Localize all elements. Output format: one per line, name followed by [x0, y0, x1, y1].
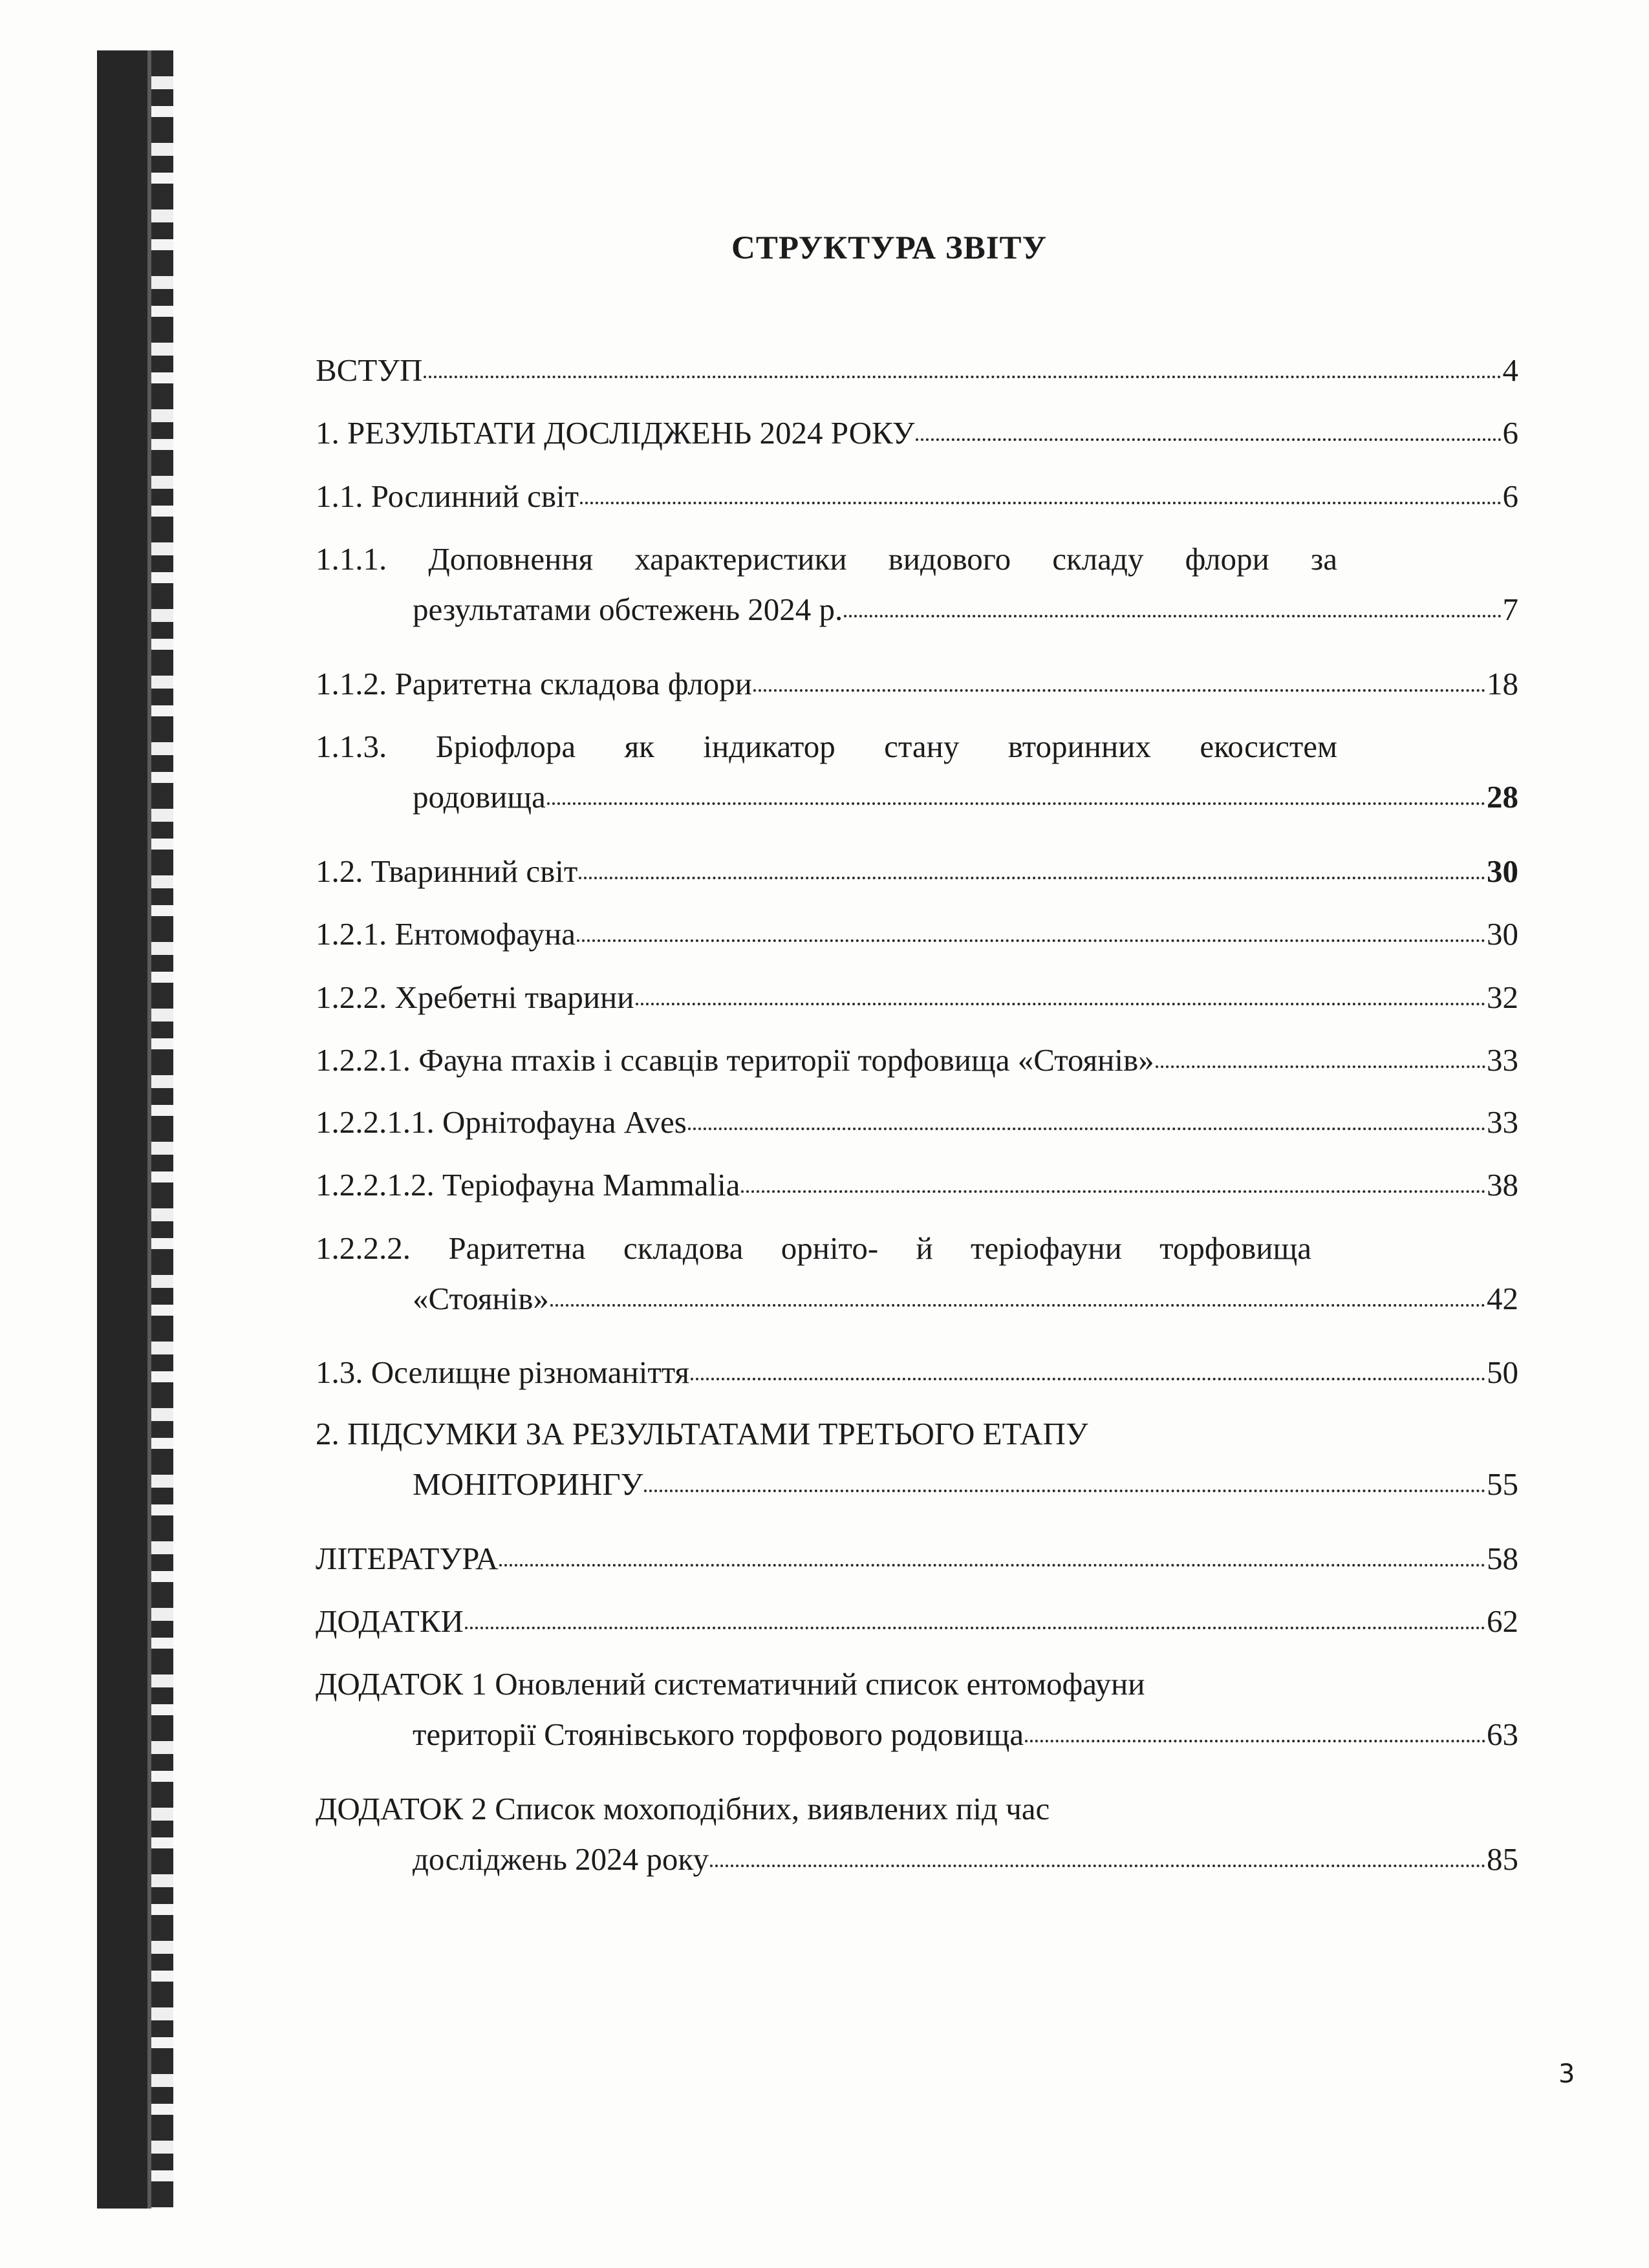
- toc-entry-page: 58: [1487, 1541, 1518, 1576]
- toc-entry-label: 2. ПІДСУМКИ ЗА РЕЗУЛЬТАТАМИ ТРЕТЬОГО ЕТАПУ: [316, 1416, 1088, 1451]
- toc-entry-page: 6: [1502, 415, 1518, 451]
- toc-entry-appendices[interactable]: [316, 1603, 1518, 1640]
- toc-entry-results[interactable]: [316, 415, 1518, 451]
- toc-entry-page: 85: [1487, 1841, 1518, 1878]
- dot-leader: [465, 1627, 1485, 1629]
- toc-entry-page: 18: [1487, 666, 1518, 701]
- dot-leader: [424, 376, 1501, 378]
- toc-entry-label-cont: родовища: [413, 779, 546, 815]
- dot-leader: [710, 1865, 1485, 1867]
- spiral-binding: [97, 50, 173, 2209]
- toc-entry-label-cont: результатами обстежень 2024 р.: [413, 592, 843, 628]
- toc-entry-page: 6: [1502, 478, 1518, 514]
- toc-entry-intro[interactable]: [316, 352, 1518, 389]
- toc-entry-label: 1.1. Рослинний світ: [316, 478, 579, 514]
- toc-entry-page: 33: [1487, 1104, 1518, 1140]
- toc-entry-literature[interactable]: [316, 1541, 1518, 1577]
- toc-entry-page: 50: [1487, 1354, 1518, 1390]
- toc-entry-label: 1.2.1. Ентомофауна: [316, 916, 576, 952]
- toc-entry-label: 1.2.2.1. Фауна птахів і ссавців території торфовища «Стоянів»: [316, 1042, 1154, 1078]
- dot-leader: [741, 1190, 1485, 1193]
- toc-entry-page: 7: [1502, 592, 1518, 628]
- toc-entry-entomofauna[interactable]: [316, 916, 1518, 952]
- toc-entry-rare-fauna[interactable]: [316, 1230, 1518, 1318]
- dot-leader: [688, 1128, 1485, 1130]
- toc-entry-page: 28: [1487, 779, 1518, 815]
- toc-entry-label: ДОДАТОК 2 Список мохоподібних, виявлених під час: [316, 1791, 1050, 1826]
- toc-entry-flora-composition[interactable]: [316, 541, 1518, 628]
- toc-entry-label: 1.1.2. Раритетна складова флори: [316, 666, 752, 701]
- toc-entry-page: 62: [1487, 1603, 1518, 1639]
- toc-entry-vertebrates[interactable]: [316, 979, 1518, 1016]
- toc-entry-label: 1.3. Оселищне різноманіття: [316, 1354, 690, 1390]
- dot-leader: [1156, 1065, 1485, 1068]
- toc-entry-label: ВСТУП: [316, 352, 423, 388]
- dot-leader: [577, 939, 1485, 942]
- toc-entry-bryoflora[interactable]: [316, 729, 1518, 816]
- toc-entry-page: 30: [1487, 853, 1518, 889]
- toc-entry-birds-mammals[interactable]: [316, 1042, 1518, 1078]
- toc-entry-summary[interactable]: [316, 1416, 1518, 1503]
- toc-entry-label: 1.1.1. Доповнення характеристики видового складу флори за: [316, 541, 1337, 577]
- toc-entry-aves[interactable]: [316, 1104, 1518, 1140]
- toc-entry-habitats[interactable]: [316, 1354, 1518, 1391]
- toc-entry-fauna-world[interactable]: [316, 853, 1518, 890]
- toc-entry-label: ЛІТЕРАТУРА: [316, 1541, 499, 1576]
- dot-leader: [844, 615, 1501, 617]
- toc-entry-appendix-1[interactable]: [316, 1666, 1518, 1753]
- toc-entry-page: 42: [1487, 1281, 1518, 1317]
- toc-entry-label: 1.2.2. Хребетні тварини: [316, 979, 634, 1015]
- toc-entry-label-cont: «Стоянів»: [413, 1281, 549, 1317]
- toc-entry-page: 32: [1487, 979, 1518, 1015]
- toc-entry-mammalia[interactable]: [316, 1167, 1518, 1203]
- toc-entry-page: 4: [1502, 352, 1518, 388]
- dot-leader: [580, 502, 1502, 504]
- page-title: СТРУКТУРА ЗВІТУ: [731, 230, 1048, 266]
- toc-entry-label-cont: МОНІТОРИНГУ: [413, 1466, 643, 1503]
- toc-entry-label: 1.1.3. Бріофлора як індикатор стану вторинних екосистем: [316, 729, 1337, 764]
- page-number: 3: [1558, 2059, 1575, 2089]
- toc-entry-label: 1. РЕЗУЛЬТАТИ ДОСЛІДЖЕНЬ 2024 РОКУ: [316, 415, 915, 451]
- dot-leader: [547, 802, 1485, 805]
- toc-entry-page: 38: [1487, 1167, 1518, 1203]
- toc-entry-appendix-2[interactable]: [316, 1791, 1518, 1878]
- toc-entry-label: ДОДАТКИ: [316, 1603, 464, 1639]
- dot-leader: [691, 1378, 1485, 1380]
- dot-leader: [644, 1490, 1485, 1492]
- toc-entry-page: 33: [1487, 1042, 1518, 1078]
- toc-entry-label-cont: території Стоянівського торфового родовища: [413, 1717, 1024, 1753]
- dot-leader: [1025, 1740, 1485, 1742]
- dot-leader: [499, 1564, 1485, 1567]
- toc-entry-page: 30: [1487, 916, 1518, 952]
- dot-leader: [916, 438, 1501, 441]
- dot-leader: [579, 877, 1485, 879]
- dot-leader: [753, 689, 1485, 692]
- toc-entry-label: 1.2.2.2. Раритетна складова орніто- й теріофауни торфовища: [316, 1230, 1311, 1266]
- toc-entry-flora-world[interactable]: [316, 478, 1518, 515]
- toc-entry-page: 63: [1487, 1717, 1518, 1753]
- toc-entry-label: 1.2. Тваринний світ: [316, 853, 578, 889]
- toc-entry-page: 55: [1487, 1466, 1518, 1503]
- toc-entry-label: ДОДАТОК 1 Оновлений систематичний список ентомофауни: [316, 1666, 1145, 1702]
- toc-entry-label: 1.2.2.1.1. Орнітофауна Aves: [316, 1104, 687, 1140]
- toc-entry-label-cont: досліджень 2024 року: [413, 1841, 709, 1878]
- dot-leader: [550, 1304, 1485, 1307]
- toc-entry-label: 1.2.2.1.2. Теріофауна Mammalia: [316, 1167, 740, 1203]
- toc-entry-rare-flora[interactable]: [316, 666, 1518, 702]
- dot-leader: [636, 1003, 1486, 1005]
